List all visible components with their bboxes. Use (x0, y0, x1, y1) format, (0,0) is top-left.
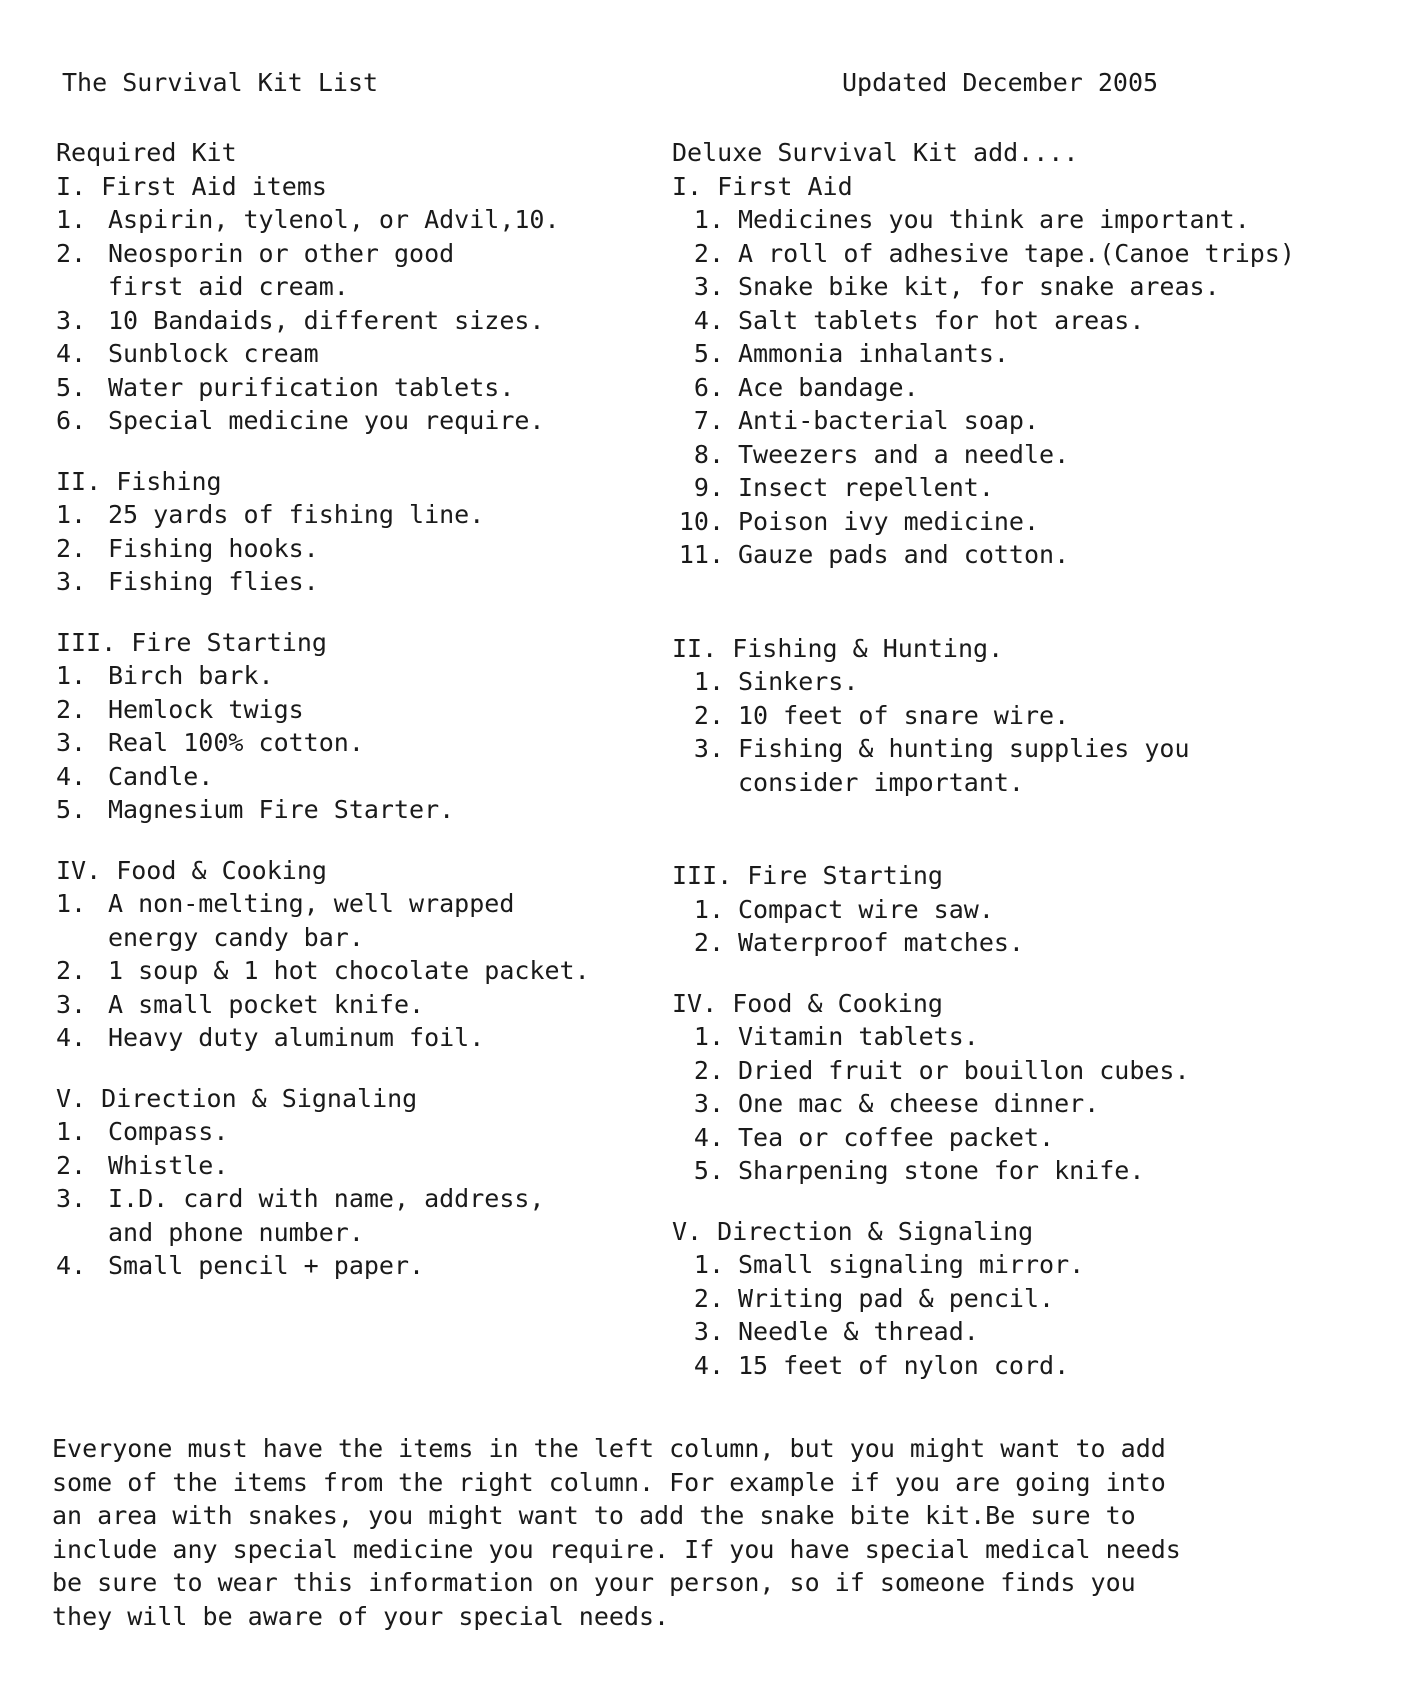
item-number: 6. (693, 372, 724, 402)
item-text: 10 feet of snare wire. (738, 700, 1070, 730)
item-text: Vitamin tablets. (738, 1022, 979, 1051)
footer-line: they will be aware of your special needs. (52, 1601, 670, 1631)
section-gap (56, 599, 676, 626)
list-item (56, 532, 676, 566)
list-item (56, 726, 676, 760)
item-number: 3. (56, 989, 87, 1019)
item-number: 3. (693, 272, 724, 301)
footer-line: be sure to wear this information on your person, so if someone finds you (52, 1568, 1136, 1597)
item-text-continued: first aid cream. (108, 272, 349, 301)
item-number: 11. (678, 540, 724, 569)
list-item (672, 1248, 1372, 1282)
item-number: 2. (693, 238, 724, 268)
list-item (672, 1315, 1372, 1349)
list-item (672, 732, 1372, 766)
required-kit-column (56, 136, 676, 1283)
item-text: Tweezers and a needle. (738, 439, 1070, 469)
list-item (672, 665, 1372, 699)
item-text: Neosporin or other good (108, 238, 455, 268)
column-title: Deluxe Survival Kit add.... (672, 138, 1079, 167)
item-text: One mac & cheese dinner. (738, 1089, 1100, 1118)
item-text: 25 yards of fishing line. (108, 500, 485, 529)
section-heading: I. First Aid (672, 171, 853, 201)
deluxe-kit-column (672, 136, 1372, 1382)
section-gap (672, 572, 1372, 632)
item-number: 4. (56, 1023, 87, 1052)
item-text-continued: and phone number. (108, 1217, 364, 1247)
item-number: 2. (56, 956, 87, 985)
item-text: Tea or coffee packet. (738, 1122, 1055, 1152)
item-number: 3. (693, 1089, 724, 1118)
item-text-continued: energy candy bar. (108, 922, 364, 952)
item-text: A small pocket knife. (108, 989, 425, 1019)
item-number: 8. (693, 439, 724, 469)
item-text: Medicines you think are important. (738, 205, 1250, 234)
list-item (56, 1021, 676, 1055)
item-number: 1. (56, 661, 87, 690)
item-text: Dried fruit or bouillon cubes. (738, 1055, 1190, 1085)
column-title: Required Kit (56, 138, 237, 167)
list-item (56, 1182, 676, 1216)
list-item (672, 1349, 1372, 1383)
item-text: Special medicine you require. (108, 406, 545, 435)
list-item (56, 1115, 676, 1149)
item-number: 1. (693, 205, 724, 234)
list-item (56, 203, 676, 237)
item-number: 4. (693, 305, 724, 335)
item-number: 10. (678, 506, 724, 536)
list-item (56, 565, 676, 599)
item-number: 2. (693, 1055, 724, 1085)
item-number: 1. (693, 894, 724, 924)
list-item (672, 304, 1372, 338)
item-text: Poison ivy medicine. (738, 506, 1040, 536)
item-text: Small pencil + paper. (108, 1251, 425, 1280)
section-gap (672, 960, 1372, 987)
item-number: 1. (56, 500, 87, 529)
item-text: Compact wire saw. (738, 894, 994, 924)
list-item (672, 1087, 1372, 1121)
list-item (672, 438, 1372, 472)
item-number: 4. (693, 1122, 724, 1152)
item-number: 5. (56, 372, 87, 402)
item-number: 2. (56, 238, 87, 268)
updated-date: Updated December 2005 (842, 68, 1159, 97)
item-number: 6. (56, 406, 87, 435)
list-item (672, 1121, 1372, 1155)
item-text: Whistle. (108, 1150, 229, 1180)
list-item (672, 538, 1372, 572)
list-item (56, 371, 676, 405)
list-item (672, 1282, 1372, 1316)
item-number: 5. (693, 1156, 724, 1185)
item-text: Snake bike kit, for snake areas. (738, 272, 1220, 301)
list-item (672, 371, 1372, 405)
list-item (56, 404, 676, 438)
item-number: 2. (693, 1283, 724, 1313)
list-item (56, 237, 676, 271)
list-item (56, 693, 676, 727)
section-heading: III. Fire Starting (56, 627, 327, 657)
list-item (672, 270, 1372, 304)
list-item (56, 793, 676, 827)
list-item (672, 699, 1372, 733)
item-text: Water purification tablets. (108, 372, 515, 402)
item-text: 15 feet of nylon cord. (738, 1350, 1070, 1380)
item-text: 10 Bandaids, different sizes. (108, 305, 545, 335)
list-item (56, 1149, 676, 1183)
list-item (672, 1020, 1372, 1054)
item-number: 2. (56, 694, 87, 724)
item-number: 1. (56, 205, 87, 234)
item-text: Waterproof matches. (738, 928, 1024, 957)
section-heading: II. Fishing (56, 466, 222, 496)
section-gap (56, 438, 676, 465)
item-text: Writing pad & pencil. (738, 1283, 1055, 1313)
item-text: A roll of adhesive tape.(Canoe trips) (738, 238, 1295, 268)
item-text: Birch bark. (108, 661, 274, 690)
item-number: 1. (693, 1250, 724, 1279)
item-text: A non-melting, well wrapped (108, 889, 515, 918)
item-number: 1. (693, 667, 724, 696)
list-item (672, 237, 1372, 271)
list-item (672, 1054, 1372, 1088)
list-item (56, 304, 676, 338)
item-text: Candle. (108, 761, 214, 791)
item-number: 1. (56, 889, 87, 918)
footer-line: include any special medicine you require. If you have special medical needs (52, 1534, 1181, 1564)
item-text: Heavy duty aluminum foil. (108, 1023, 485, 1052)
list-item (56, 498, 676, 532)
item-number: 4. (56, 1251, 87, 1280)
section-heading: I. First Aid items (56, 171, 327, 201)
list-item (56, 659, 676, 693)
list-item (672, 1154, 1372, 1188)
section-heading: V. Direction & Signaling (672, 1216, 1034, 1246)
footer-note (52, 1432, 1372, 1633)
item-text: Sunblock cream (108, 339, 319, 368)
item-text: Gauze pads and cotton. (738, 540, 1070, 569)
item-text: Insect repellent. (738, 473, 994, 502)
item-text: Sharpening stone for knife. (738, 1156, 1145, 1185)
list-item (672, 893, 1372, 927)
section-gap (672, 799, 1372, 859)
item-text: Small signaling mirror. (738, 1250, 1085, 1279)
item-text: 1 soup & 1 hot chocolate packet. (108, 956, 590, 985)
list-item (672, 471, 1372, 505)
list-item (56, 988, 676, 1022)
item-number: 2. (693, 928, 724, 957)
section-gap (672, 1188, 1372, 1215)
section-heading: II. Fishing & Hunting. (672, 633, 1004, 663)
item-number: 4. (693, 1350, 724, 1380)
item-number: 3. (56, 567, 87, 596)
item-text: Sinkers. (738, 667, 859, 696)
footer-line: Everyone must have the items in the left column, but you might want to add (52, 1434, 1166, 1463)
item-text: Ammonia inhalants. (738, 339, 1009, 368)
item-number: 3. (56, 1184, 87, 1213)
item-text: Anti-bacterial soap. (738, 406, 1040, 435)
item-number: 2. (693, 700, 724, 730)
item-number: 9. (693, 473, 724, 502)
item-number: 4. (56, 761, 87, 791)
section-heading: IV. Food & Cooking (56, 855, 327, 885)
footer-line: an area with snakes, you might want to add the snake bite kit.Be sure to (52, 1501, 1136, 1530)
item-text-continued: consider important. (738, 767, 1024, 797)
list-item (56, 760, 676, 794)
item-text: Aspirin, tylenol, or Advil,10. (108, 205, 560, 234)
list-item (672, 926, 1372, 960)
item-number: 4. (56, 339, 87, 368)
item-number: 2. (56, 1150, 87, 1180)
document-title: The Survival Kit List (62, 68, 379, 97)
item-number: 3. (693, 734, 724, 763)
item-number: 1. (693, 1022, 724, 1051)
item-text: Fishing & hunting supplies you (738, 734, 1190, 763)
list-item (56, 954, 676, 988)
section-heading: III. Fire Starting (672, 861, 943, 890)
item-text: Magnesium Fire Starter. (108, 795, 455, 824)
section-gap (56, 1055, 676, 1082)
list-item (672, 337, 1372, 371)
section-gap (56, 827, 676, 854)
item-text: Compass. (108, 1117, 229, 1146)
list-item (56, 887, 676, 921)
item-text: Needle & thread. (738, 1317, 979, 1346)
item-number: 3. (56, 728, 87, 757)
footer-line: some of the items from the right column. For example if you are going into (52, 1467, 1166, 1497)
item-number: 5. (56, 795, 87, 824)
item-number: 1. (56, 1117, 87, 1146)
item-text: Real 100% cotton. (108, 728, 364, 757)
item-text: Fishing hooks. (108, 533, 319, 563)
item-number: 3. (56, 305, 87, 335)
item-number: 2. (56, 533, 87, 563)
list-item (672, 505, 1372, 539)
item-number: 3. (693, 1317, 724, 1346)
item-number: 5. (693, 339, 724, 368)
list-item (56, 337, 676, 371)
item-text: Salt tablets for hot areas. (738, 305, 1145, 335)
section-heading: IV. Food & Cooking (672, 988, 943, 1018)
list-item (672, 203, 1372, 237)
item-text: Hemlock twigs (108, 694, 304, 724)
item-text: I.D. card with name, address, (108, 1184, 545, 1213)
item-text: Fishing flies. (108, 567, 319, 596)
list-item (672, 404, 1372, 438)
item-text: Ace bandage. (738, 372, 919, 402)
item-number: 7. (693, 406, 724, 435)
list-item (56, 1249, 676, 1283)
section-heading: V. Direction & Signaling (56, 1083, 418, 1113)
